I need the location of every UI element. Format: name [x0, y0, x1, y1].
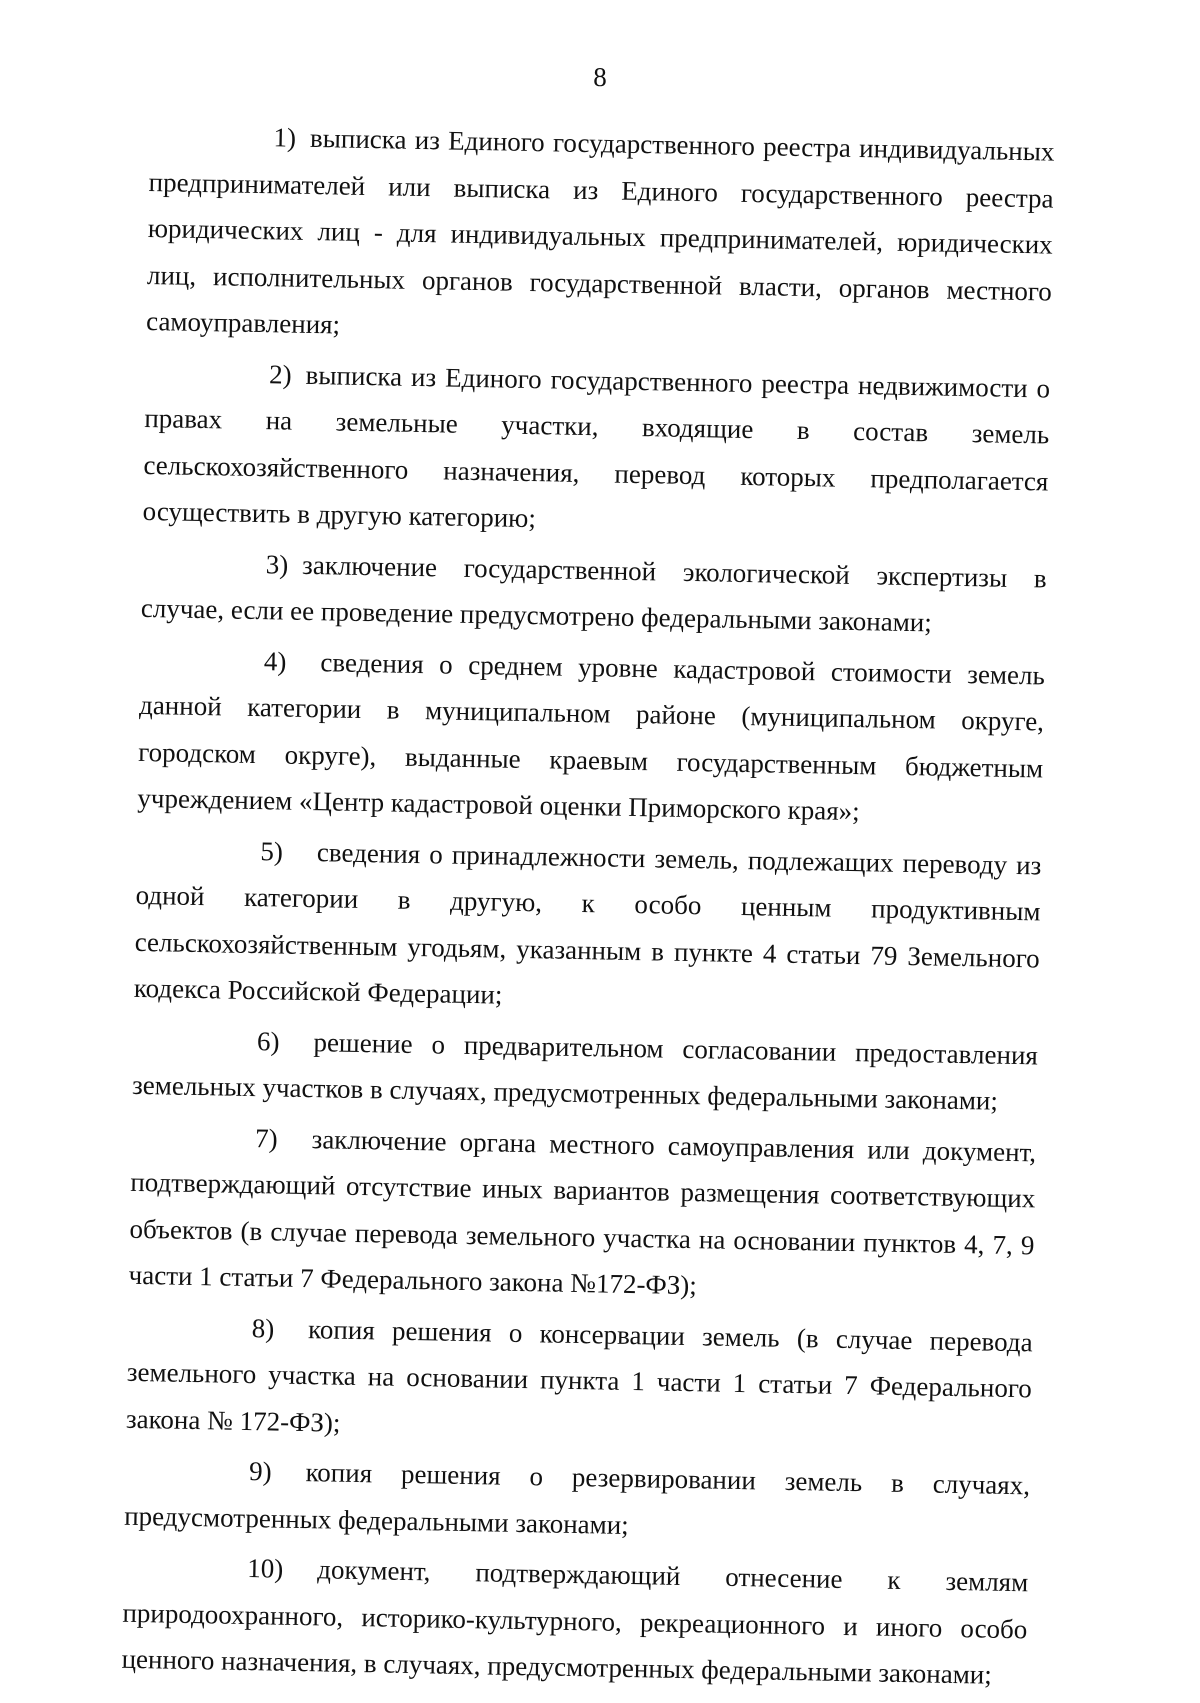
item-number: 8): [251, 1312, 275, 1343]
list-item-9: [124, 1446, 1031, 1556]
list-item-5: [134, 825, 1042, 1028]
item-text: документ, подтверждающий отнесение к землям природоохранного, историко-культурного, рекреационного и иного особо ценного назначения, в случаях, предусмотренных федеральными законами;: [121, 1554, 1029, 1690]
item-text: решение о предварительном согласовании предоставления земельных участков в случаях, предусмотренных федеральными законами;: [131, 1026, 1039, 1116]
list-item-7: [128, 1112, 1036, 1315]
item-text: копия решения о резервировании земель в случаях, предусмотренных федеральными законами;: [124, 1457, 1031, 1540]
item-text: заключение государственной экологической экспертизы в случае, если ее проведение предусмотрено федеральными законами;: [140, 549, 1047, 638]
list-item-8: [126, 1302, 1033, 1458]
page-number: 8: [593, 62, 607, 92]
list-item-10: [121, 1543, 1028, 1699]
item-number: 7): [254, 1122, 278, 1154]
item-number: 9): [248, 1456, 272, 1487]
list-item-2: [142, 348, 1050, 551]
item-text: выписка из Единого государственного реестра индивидуальных предпринимателей или выписка из Единого государственного реестра юридических лиц - для индивидуальных предпринимателей, юридических лиц, исполнительных органов государственной власти, органов местного самоуправления;: [145, 122, 1055, 340]
item-number: 10): [247, 1553, 284, 1584]
document-body: [121, 112, 1055, 1703]
item-number: 5): [260, 835, 284, 867]
item-text: сведения о принадлежности земель, подлежащих переводу из одной категории в другую, к особо ценным продуктивным сельскохозяйственным угодьям, указанным в пункте 4 статьи 79 Земельного кодекса Российской Федерации;: [133, 836, 1042, 1010]
item-number: 2): [268, 358, 292, 390]
item-text: заключение органа местного самоуправления или документ, подтверждающий отсутствие иных вариантов размещения соответствующих объектов (в случае перевода земельного участка на основании пунктов 4, 7, 9 части 1 статьи 7 Федерального закона №172-ФЗ);: [128, 1123, 1037, 1301]
item-text: копия решения о консервации земель (в случае перевода земельного участка на основании пункта 1 части 1 статьи 7 Федерального закона № 172-ФЗ);: [125, 1313, 1033, 1438]
list-item-3: [140, 538, 1047, 648]
item-number: 1): [273, 122, 297, 153]
item-number: 4): [263, 645, 287, 677]
item-text: сведения о среднем уровне кадастровой стоимости земель данной категории в муниципальном районе (муниципальном округе, городском округе), выданные краевым государственным бюджетным учреждением «Центр кадастровой оценки Приморского края»;: [137, 646, 1046, 827]
item-number: 6): [256, 1025, 280, 1057]
item-number: 3): [265, 548, 289, 580]
list-item-4: [137, 635, 1045, 838]
list-item-6: [132, 1015, 1039, 1125]
list-item-1: [146, 112, 1055, 361]
item-text: выписка из Единого государственного реестра недвижимости о правах на земельные участки, входящие в состав земель сельскохозяйственного назначения, перевод которых предполагается осуществить в другую категорию;: [142, 359, 1051, 534]
